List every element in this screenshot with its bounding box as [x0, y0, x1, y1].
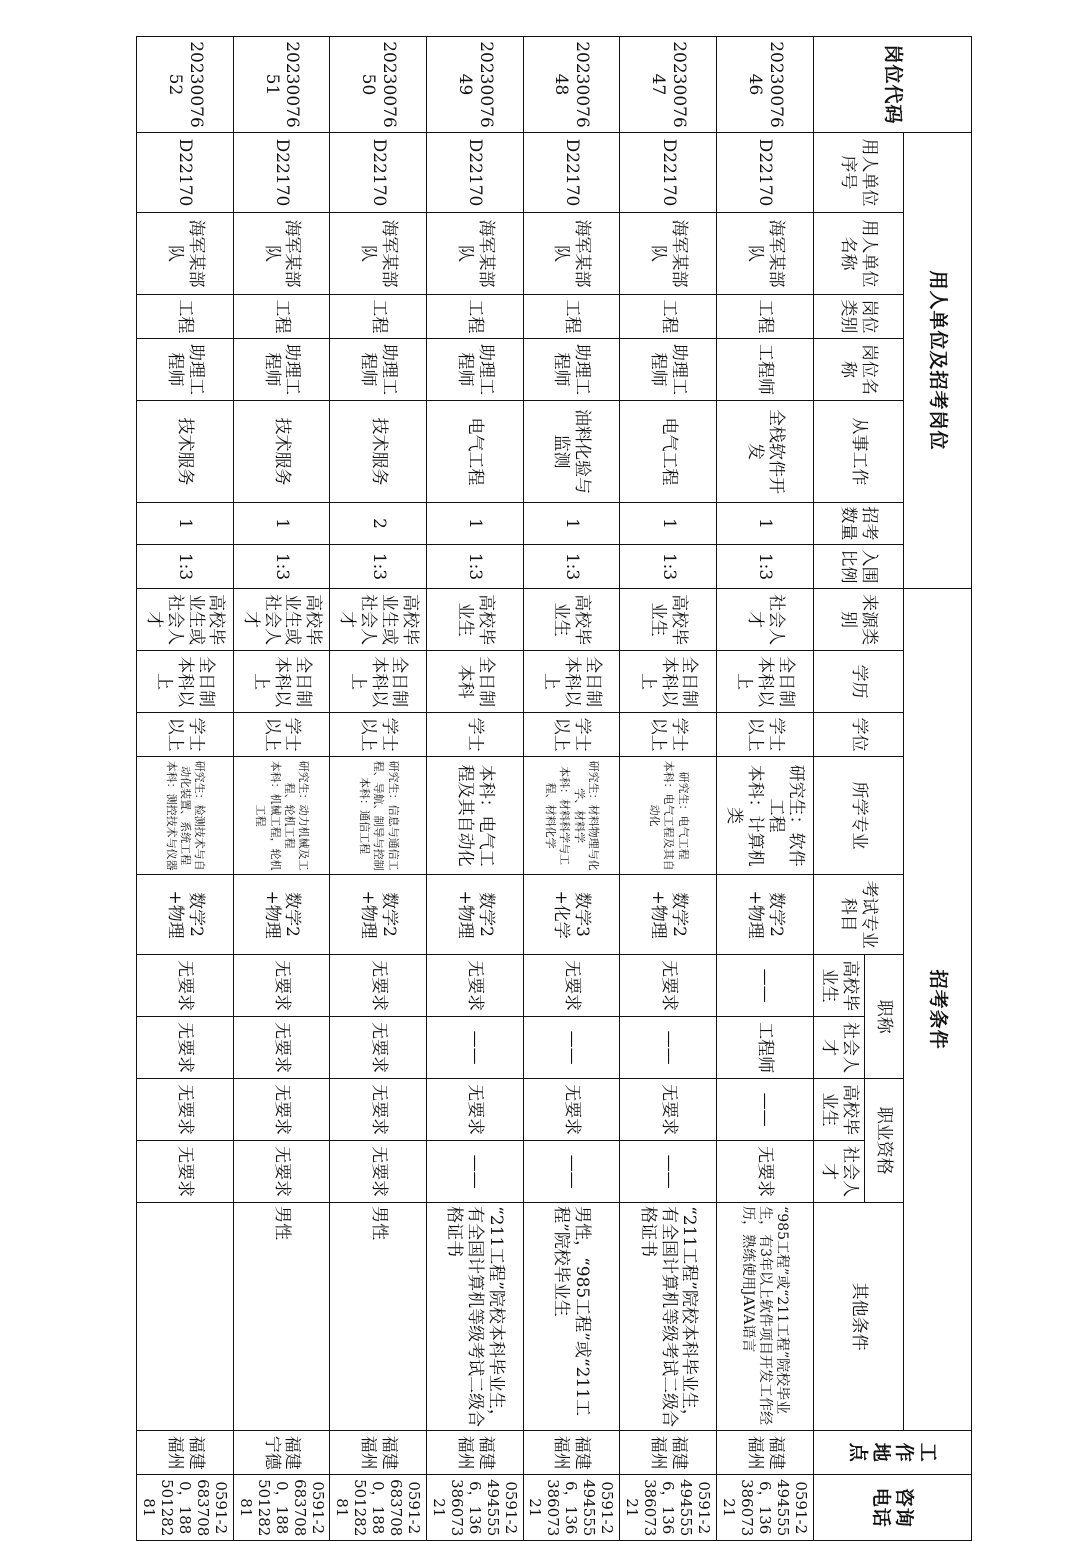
unit-no-cell: D22170 — [137, 133, 234, 213]
other-cell — [137, 1203, 234, 1431]
table-row — [620, 37, 717, 1541]
title-grad-cell: 无要求 — [137, 955, 234, 1017]
work-content-cell: 油料化验与监测 — [523, 401, 620, 503]
post-category-cell: 工程 — [716, 295, 813, 339]
source-cell: 高校毕业生或社会人才 — [330, 589, 427, 651]
title-social-cell: 工程师 — [716, 1017, 813, 1079]
other-cell: 男性 — [330, 1203, 427, 1431]
header-post-category: 岗位类别 — [813, 295, 904, 339]
exam-cell: 数学3+化学 — [523, 875, 620, 955]
post-name-cell: 助理工程师 — [233, 339, 330, 401]
title-social-cell: 无要求 — [137, 1017, 234, 1079]
major-cell: 本科：电气工程及其自动化 — [427, 757, 524, 875]
recruitment-table — [136, 36, 972, 1541]
phone-cell: 0591-26837080，18850128281 — [330, 1475, 427, 1541]
post-name-cell: 助理工程师 — [620, 339, 717, 401]
post-code-cell: 2023007651 — [233, 37, 330, 133]
education-cell: 全日制本科以上 — [330, 651, 427, 713]
ratio-cell: 1:3 — [330, 545, 427, 589]
qual-social-cell: —— — [427, 1141, 524, 1203]
education-cell: 全日制本科 — [427, 651, 524, 713]
source-cell: 高校毕业生 — [620, 589, 717, 651]
other-cell: “211工程”院校本科毕业生，有全国计算机等级考试二级合格证书 — [620, 1203, 717, 1431]
unit-no-cell: D22170 — [716, 133, 813, 213]
post-category-cell: 工程 — [137, 295, 234, 339]
header-conditions-section: 招考条件 — [904, 589, 972, 1431]
ratio-cell: 1:3 — [137, 545, 234, 589]
post-code-cell: 2023007649 — [427, 37, 524, 133]
title-grad-cell: 无要求 — [427, 955, 524, 1017]
qual-social-cell: 无要求 — [716, 1141, 813, 1203]
title-social-cell: —— — [427, 1017, 524, 1079]
ratio-cell: 1:3 — [523, 545, 620, 589]
degree-cell: 学士以上 — [233, 713, 330, 757]
header-qual-grad: 高校毕业生 — [813, 1079, 864, 1141]
post-category-cell: 工程 — [620, 295, 717, 339]
table-row — [523, 37, 620, 1541]
recruitment-table-page — [136, 36, 972, 1537]
unit-name-cell: 海军某部队 — [523, 213, 620, 295]
title-grad-cell: 无要求 — [233, 955, 330, 1017]
recruit-count-cell: 1 — [523, 503, 620, 545]
work-content-cell: 全栈软件开发 — [716, 401, 813, 503]
header-title: 职称 — [865, 955, 904, 1079]
source-cell: 高校毕业生或社会人才 — [233, 589, 330, 651]
unit-no-cell: D22170 — [620, 133, 717, 213]
major-cell: 研究生：检测技术与自动化装置、系统工程 本科：测控技术与仪器 — [137, 757, 234, 875]
source-cell: 高校毕业生 — [523, 589, 620, 651]
header-post-name: 岗位名称 — [813, 339, 904, 401]
degree-cell: 学士以上 — [620, 713, 717, 757]
education-cell: 全日制本科以上 — [233, 651, 330, 713]
post-name-cell: 助理工程师 — [330, 339, 427, 401]
qual-social-cell: —— — [523, 1141, 620, 1203]
qual-social-cell: 无要求 — [137, 1141, 234, 1203]
degree-cell: 学士以上 — [523, 713, 620, 757]
unit-no-cell: D22170 — [523, 133, 620, 213]
education-cell: 全日制本科以上 — [620, 651, 717, 713]
recruit-count-cell: 1 — [620, 503, 717, 545]
exam-cell: 数学2+物理 — [137, 875, 234, 955]
other-cell: 男性，“985工程”或“211工程”院校毕业生 — [523, 1203, 620, 1431]
qual-grad-cell: 无要求 — [427, 1079, 524, 1141]
header-title-grad: 高校毕业生 — [813, 955, 864, 1017]
post-code-cell: 2023007648 — [523, 37, 620, 133]
table-row — [716, 37, 813, 1541]
recruit-count-cell: 1 — [233, 503, 330, 545]
post-name-cell: 工程师 — [716, 339, 813, 401]
degree-cell: 学士 — [427, 713, 524, 757]
location-cell: 福建福州 — [427, 1431, 524, 1475]
title-grad-cell: 无要求 — [523, 955, 620, 1017]
title-social-cell: 无要求 — [330, 1017, 427, 1079]
header-consult-phone: 咨询电话 — [813, 1475, 971, 1541]
post-code-cell: 2023007647 — [620, 37, 717, 133]
work-content-cell: 技术服务 — [330, 401, 427, 503]
header-work-location: 工作地点 — [813, 1431, 971, 1475]
header-work-content: 从事工作 — [813, 401, 904, 503]
title-social-cell: —— — [620, 1017, 717, 1079]
title-social-cell: —— — [523, 1017, 620, 1079]
post-category-cell: 工程 — [523, 295, 620, 339]
post-name-cell: 助理工程师 — [523, 339, 620, 401]
header-degree: 学位 — [813, 713, 904, 757]
table-row — [137, 37, 234, 1541]
ratio-cell: 1:3 — [716, 545, 813, 589]
qual-grad-cell: 无要求 — [620, 1079, 717, 1141]
education-cell: 全日制本科以上 — [137, 651, 234, 713]
unit-name-cell: 海军某部队 — [427, 213, 524, 295]
exam-cell: 数学2+物理 — [620, 875, 717, 955]
qual-grad-cell: 无要求 — [233, 1079, 330, 1141]
post-name-cell: 助理工程师 — [427, 339, 524, 401]
ratio-cell: 1:3 — [233, 545, 330, 589]
location-cell: 福建福州 — [330, 1431, 427, 1475]
exam-cell: 数学2+物理 — [427, 875, 524, 955]
post-code-cell: 2023007646 — [716, 37, 813, 133]
location-cell: 福建福州 — [716, 1431, 813, 1475]
header-ratio: 入围比例 — [813, 545, 904, 589]
qual-grad-cell: 无要求 — [137, 1079, 234, 1141]
qual-social-cell: —— — [620, 1141, 717, 1203]
title-social-cell: 无要求 — [233, 1017, 330, 1079]
qual-grad-cell: 无要求 — [523, 1079, 620, 1141]
degree-cell: 学士以上 — [137, 713, 234, 757]
location-cell: 福建福州 — [620, 1431, 717, 1475]
unit-name-cell: 海军某部队 — [137, 213, 234, 295]
unit-name-cell: 海军某部队 — [620, 213, 717, 295]
education-cell: 全日制本科以上 — [523, 651, 620, 713]
post-category-cell: 工程 — [330, 295, 427, 339]
recruit-count-cell: 1 — [427, 503, 524, 545]
phone-cell: 0591-24945556，13638607321 — [523, 1475, 620, 1541]
source-cell: 社会人才 — [716, 589, 813, 651]
qual-grad-cell: —— — [716, 1079, 813, 1141]
source-cell: 高校毕业生或社会人才 — [137, 589, 234, 651]
work-content-cell: 电气工程 — [620, 401, 717, 503]
recruit-count-cell: 2 — [330, 503, 427, 545]
header-unit-section: 用人单位及招考岗位 — [904, 133, 972, 589]
title-grad-cell: —— — [716, 955, 813, 1017]
header-qualification: 职业资格 — [865, 1079, 904, 1203]
table-row — [330, 37, 427, 1541]
major-cell: 研究生：动力机械及工程、轮机工程 本科：机械工程，轮机工程 — [233, 757, 330, 875]
ratio-cell: 1:3 — [620, 545, 717, 589]
education-cell: 全日制本科以上 — [716, 651, 813, 713]
post-code-cell: 2023007650 — [330, 37, 427, 133]
phone-cell: 0591-24945556，13638607321 — [716, 1475, 813, 1541]
unit-no-cell: D22170 — [427, 133, 524, 213]
exam-cell: 数学2+物理 — [330, 875, 427, 955]
unit-no-cell: D22170 — [233, 133, 330, 213]
phone-cell: 0591-24945556，13638607321 — [620, 1475, 717, 1541]
header-education: 学历 — [813, 651, 904, 713]
other-cell: “985工程”或“211工程”院校毕业生，有3年以上软件项目开发工作经历，熟练使用JAVA语言 — [716, 1203, 813, 1431]
header-major: 所学专业 — [813, 757, 904, 875]
work-content-cell: 电气工程 — [427, 401, 524, 503]
phone-cell: 0591-24945556，13638607321 — [427, 1475, 524, 1541]
table-row — [233, 37, 330, 1541]
post-code-cell: 2023007652 — [137, 37, 234, 133]
header-exam-subjects: 考试专业科目 — [813, 875, 904, 955]
major-cell: 研究生：电气工程 本科：电气工程及其自动化 — [620, 757, 717, 875]
post-category-cell: 工程 — [427, 295, 524, 339]
qual-social-cell: 无要求 — [233, 1141, 330, 1203]
location-cell: 福建福州 — [137, 1431, 234, 1475]
unit-name-cell: 海军某部队 — [330, 213, 427, 295]
recruit-count-cell: 1 — [137, 503, 234, 545]
qual-social-cell: 无要求 — [330, 1141, 427, 1203]
work-content-cell: 技术服务 — [233, 401, 330, 503]
post-name-cell: 助理工程师 — [137, 339, 234, 401]
major-cell: 研究生：软件工程 本科：计算机类 — [716, 757, 813, 875]
phone-cell: 0591-26837080，18850128281 — [233, 1475, 330, 1541]
unit-name-cell: 海军某部队 — [233, 213, 330, 295]
header-other: 其他条件 — [813, 1203, 904, 1431]
title-grad-cell: 无要求 — [620, 955, 717, 1017]
unit-name-cell: 海军某部队 — [716, 213, 813, 295]
header-recruit-count: 招考数量 — [813, 503, 904, 545]
major-cell: 研究生：材料物理与化学、材料学 本科：材料科学与工程、材料化学 — [523, 757, 620, 875]
exam-cell: 数学2+物理 — [233, 875, 330, 955]
table-row — [427, 37, 524, 1541]
qual-grad-cell: 无要求 — [330, 1079, 427, 1141]
unit-no-cell: D22170 — [330, 133, 427, 213]
header-title-social: 社会人才 — [813, 1017, 864, 1079]
header-unit-no: 用人单位序号 — [813, 133, 904, 213]
exam-cell: 数学2+物理 — [716, 875, 813, 955]
source-cell: 高校毕业生 — [427, 589, 524, 651]
degree-cell: 学士以上 — [716, 713, 813, 757]
major-cell: 研究生：信息与通信工程、导航、制导与控制 本科：通信工程 — [330, 757, 427, 875]
post-category-cell: 工程 — [233, 295, 330, 339]
location-cell: 福建福州 — [523, 1431, 620, 1475]
degree-cell: 学士以上 — [330, 713, 427, 757]
other-cell: 男性 — [233, 1203, 330, 1431]
header-qual-social: 社会人才 — [813, 1141, 864, 1203]
header-unit-name: 用人单位名称 — [813, 213, 904, 295]
header-post-code: 岗位代码 — [813, 37, 971, 133]
location-cell: 福建宁德 — [233, 1431, 330, 1475]
phone-cell: 0591-26837080，18850128281 — [137, 1475, 234, 1541]
recruit-count-cell: 1 — [716, 503, 813, 545]
header-source: 来源类别 — [813, 589, 904, 651]
title-grad-cell: 无要求 — [330, 955, 427, 1017]
ratio-cell: 1:3 — [427, 545, 524, 589]
other-cell: “211工程”院校本科毕业生，有全国计算机等级考试二级合格证书 — [427, 1203, 524, 1431]
work-content-cell: 技术服务 — [137, 401, 234, 503]
